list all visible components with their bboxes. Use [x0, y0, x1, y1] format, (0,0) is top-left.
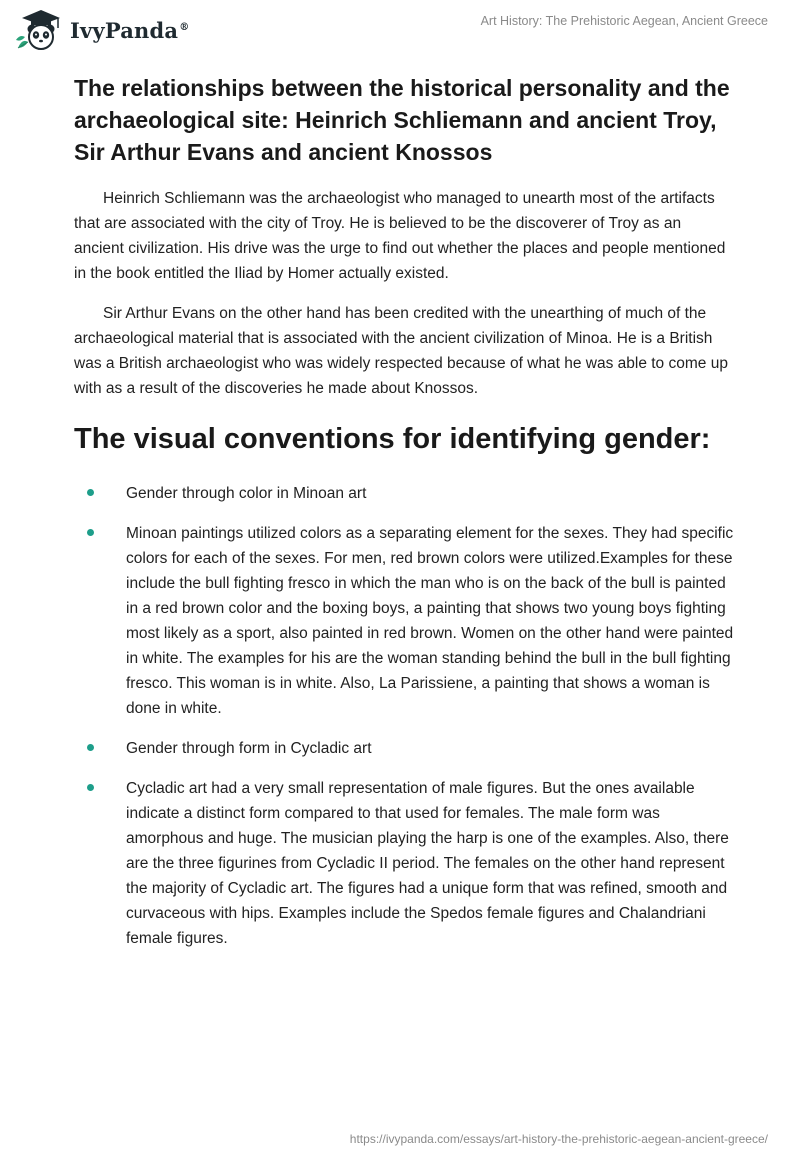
- essay-content: [74, 72, 734, 966]
- list-item-text: Gender through form in Cycladic art: [126, 740, 372, 757]
- registered-mark: ®: [179, 21, 190, 33]
- paragraph-schliemann: Heinrich Schliemann was the archaeologist who managed to unearth most of the artifacts that are associated with the city of Troy. He is believed to be the discoverer of Troy as an ancient civilization. His drive was the urge to find out whether the places and people mentioned in the book entitled the Iliad by Homer actually existed.: [74, 190, 726, 282]
- list-item-text: Minoan paintings utilized colors as a separating element for the sexes. They had specific colors for each of the sexes. For men, red brown colors were utilized.Examples for these include the bull fighting fresco in which the man who is on the back of the bull is painted in a red brown color and the boxing boys, a painting that shows two young boys fighting most likely as a sport, also painted in red brown. Women on the other hand were painted in white. The examples for his are the woman standing behind the bull in the bull fighting fresco. This woman is in white. Also, La Parissiene, a painting that shows a woman is done in white.: [126, 525, 734, 717]
- list-item: [74, 521, 734, 721]
- ivypanda-logo[interactable]: [14, 8, 189, 52]
- list-item: [74, 481, 734, 506]
- list-item-text: Cycladic art had a very small representation of male figures. But the ones available indicate a distinct form compared to that used for females. The male form was amorphous and huge. The musician playing the harp is one of the examples. Also, there are the three figurines from Cycladic II period. The females on the other hand represent the majority of Cycladic art. The figures had a unique form that was refined, smooth and curvaceous with hips. Examples include the Spedos female figures and Chalandriani female figures.: [126, 780, 729, 947]
- list-item-text: Gender through color in Minoan art: [126, 485, 367, 502]
- bullet-dot-icon: [87, 744, 94, 751]
- paragraph-evans: Sir Arthur Evans on the other hand has been credited with the unearthing of much of the archaeological material that is associated with the ancient civilization of Minoa. He is a British was a British archaeologist who was widely respected because of what he was able to come up with as a result of the discoveries he made about Knossos.: [74, 305, 728, 397]
- bullet-dot-icon: [87, 784, 94, 791]
- gender-conventions-list: [74, 481, 734, 951]
- brand-name: [70, 18, 189, 43]
- brand-wordmark: IvyPanda: [70, 17, 179, 43]
- bullet-dot-icon: [87, 529, 94, 536]
- section-heading-gender: The visual conventions for identifying gender:: [74, 423, 711, 455]
- panda-graduate-icon: [14, 8, 64, 52]
- list-item: [74, 736, 734, 761]
- document-title: Art History: The Prehistoric Aegean, Ancient Greece: [480, 14, 768, 28]
- section-heading-relationships: The relationships between the historical personality and the archaeological site: Heinrich Schliemann and ancient Troy, Sir Arthur Evans and ancient Knossos: [74, 75, 730, 165]
- bullet-dot-icon: [87, 489, 94, 496]
- source-url-link[interactable]: https://ivypanda.com/essays/art-history-the-prehistoric-aegean-ancient-greece/: [349, 1132, 768, 1146]
- list-item: [74, 776, 734, 951]
- page-header: [0, 0, 800, 60]
